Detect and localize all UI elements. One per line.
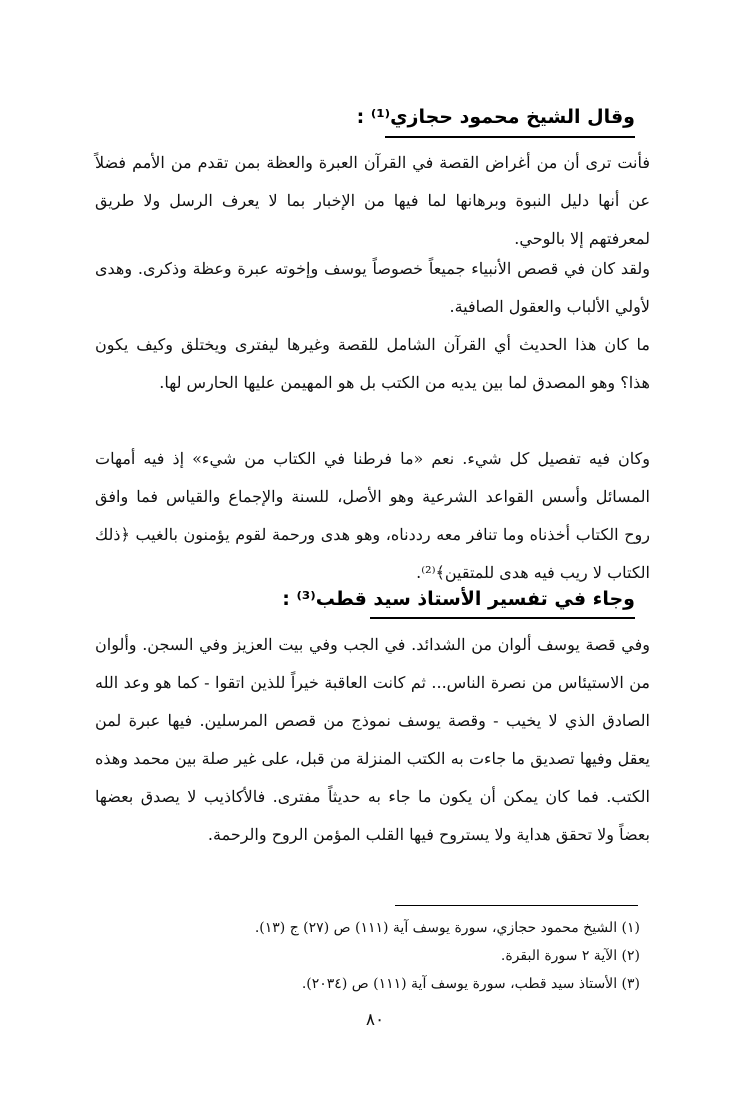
paragraph-4: وكان فيه تفصيل كل شيء. نعم «ما فرطنا في الكتاب من شيء» إذ فيه أمهات المسائل وأسس القواعد الشرعية وهو الأصل، للسنة والإجماع والقياس فما وافق روح الكتاب أخذناه وما تنافر معه رددناه، وهو هدى ورحمة لقوم يؤمنون بالغيب ﴿ذلك الكتاب لا ريب فيه هدى للمتقين﴾⁽²⁾. bbox=[95, 449, 651, 582]
paragraph-3: ما كان هذا الحديث أي القرآن الشامل للقصة وغيرها ليفترى ويختلق وكيف يكون هذا؟ وهو المصدق لما بين يديه من الكتب بل هو المهيمن عليها الحارس لها. bbox=[95, 335, 650, 392]
heading-underline bbox=[370, 617, 635, 619]
heading-underline bbox=[385, 136, 635, 138]
footnote-2: (٢) الآية ٢ سورة البقرة. bbox=[500, 948, 640, 964]
section-heading-qutb: وجاء في تفسير الأستاذ سيد قطب⁽³⁾ : bbox=[282, 588, 635, 610]
page-number: ٨٠ bbox=[365, 1010, 385, 1030]
paragraph-1: فأنت ترى أن من أغراض القصة في القرآن العبرة والعظة بمن تقدم من الأمم فضلاً عن أنها دليل النبوة وبرهانها لما فيها من الإخبار بما لا يعرف الرسل ولا طريق لمعرفتهم إلا بالوحي. bbox=[95, 153, 650, 248]
section-heading-hijazi: وقال الشيخ محمود حجازي⁽¹⁾ : bbox=[356, 106, 635, 128]
footnote-3: (٣) الأستاذ سيد قطب، سورة يوسف آية (١١١) ص (٢٠٣٤). bbox=[301, 976, 640, 992]
paragraph-2: ولقد كان في قصص الأنبياء جميعاً خصوصاً يوسف وإخوته عبرة وعظة وذكرى. وهدى لأولي الألباب والعقول الصافية. bbox=[95, 259, 650, 316]
paragraph-5: وفي قصة يوسف ألوان من الشدائد. في الجب وفي بيت العزيز وفي السجن. وألوان من الاستيئاس من نصرة الناس... ثم كانت العاقبة خيراً للذين اتقوا - كما هو وعد الله الصادق الذي لا يخيب - وقصة يوسف نموذج من قصص المرسلين. فيها عبرة لمن يعقل وفيها تصديق ما جاءت به الكتب المنزلة من قبل، على غير صلة بين محمد وهذه الكتب. فما كان يمكن أن يكون ما جاء به حديثاً مفترى. فالأكاذيب لا يصدق بعضها بعضاً ولا تحقق هداية ولا يستروح فيها القلب المؤمن الروح والرحمة. bbox=[95, 635, 651, 844]
footnote-separator bbox=[395, 905, 638, 906]
footnote-1: (١) الشيخ محمود حجازي، سورة يوسف آية (١١١) ص (٢٧) ج (١٣). bbox=[254, 920, 640, 936]
